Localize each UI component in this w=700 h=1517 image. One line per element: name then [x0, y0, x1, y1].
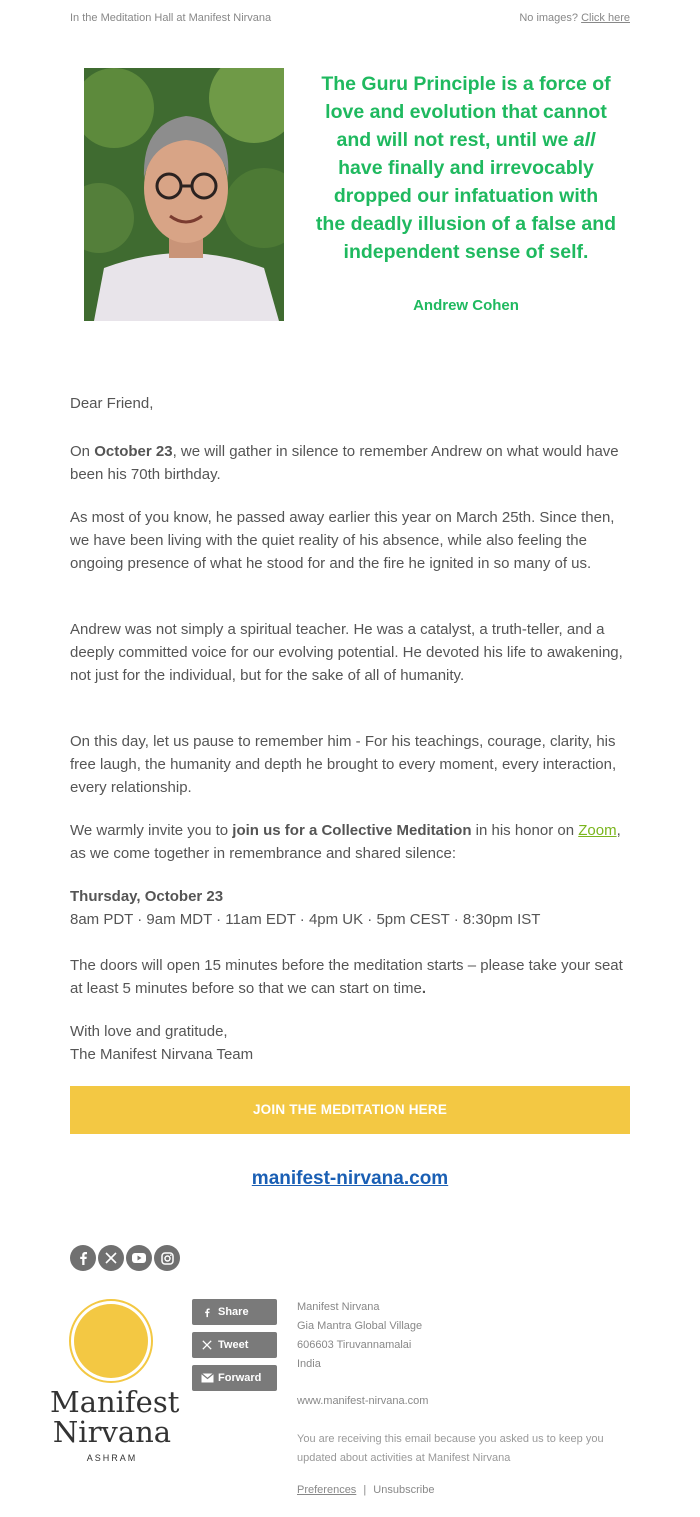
forward-button[interactable] — [192, 1365, 277, 1391]
facebook-icon[interactable] — [70, 1245, 96, 1271]
event-date: Thursday, October 23 — [70, 888, 224, 905]
quote-line: independent sense of self. — [343, 241, 589, 263]
quote-line: dropped our infatuation with — [333, 185, 599, 207]
no-images-label: No images? — [519, 12, 579, 24]
quote-text — [294, 70, 638, 266]
footer-addr2: 606603 Tiruvannamalai — [297, 1339, 412, 1351]
footer-links — [297, 1484, 434, 1496]
signature: The Manifest Nirvana Team — [70, 1046, 254, 1063]
x-twitter-icon[interactable] — [98, 1245, 124, 1271]
website-link[interactable]: manifest-nirvana.com — [251, 1168, 449, 1189]
share-button[interactable] — [192, 1299, 277, 1325]
social-icons — [70, 1245, 180, 1271]
quote-line: have finally and irrevocably — [338, 157, 594, 179]
closing: With love and gratitude, — [70, 1023, 228, 1040]
manifest-nirvana-logo — [50, 1297, 180, 1467]
paragraph-3: Andrew was not simply a spiritual teacher. He was a catalyst, a truth-teller, and a deeply committed voice for our evolving potential. He devoted his life to awakening, not just for the individual, but for the sake of all of humanity. — [70, 621, 623, 684]
portrait-photo — [84, 68, 284, 321]
footer-org: Manifest Nirvana — [297, 1301, 380, 1313]
paragraph-5: We warmly invite you to join us for a Collective Meditation in his honor on Zoom, as we come together in remembrance and shared silence: — [70, 822, 621, 862]
quote-author: Andrew Cohen — [413, 297, 519, 314]
preferences-link[interactable]: Preferences — [297, 1484, 357, 1496]
quote-line: and will not rest, until we all — [336, 129, 596, 151]
logo-line-3: ASHRAM — [86, 1453, 138, 1463]
footer-addr1: Gia Mantra Global Village — [297, 1320, 423, 1332]
no-images-notice — [519, 12, 630, 24]
envelope-icon — [196, 1373, 218, 1383]
footer-address — [297, 1298, 422, 1374]
unsubscribe-link[interactable]: Unsubscribe — [373, 1484, 435, 1496]
paragraph-4: On this day, let us pause to remember him - For his teachings, courage, clarity, his free laugh, the humanity and depth he brought to every moment, every interaction, every relationship. — [70, 733, 617, 796]
zoom-link[interactable]: Zoom — [578, 822, 617, 839]
join-meditation-button[interactable]: JOIN THE MEDITATION HERE — [70, 1086, 630, 1134]
forward-label: Forward — [218, 1372, 262, 1384]
x-twitter-icon — [196, 1340, 218, 1350]
footer-website[interactable]: www.manifest-nirvana.com — [297, 1395, 429, 1407]
tweet-label: Tweet — [218, 1339, 249, 1351]
quote-line: love and evolution that cannot — [325, 101, 607, 123]
quote-line: The Guru Principle is a force of — [321, 73, 611, 95]
footer-notice: You are receiving this email because you asked us to keep you updated about activities at Manifest Nirvana — [297, 1433, 604, 1464]
paragraph-6: The doors will open 15 minutes before the meditation starts – please take your seat at least 5 minutes before so that we can start on time. — [70, 957, 623, 997]
link-separator: | — [363, 1484, 367, 1496]
paragraph-2: As most of you know, he passed away earlier this year on March 25th. Since then, we have been living with the quiet reality of his absence, while also feeling the ongoing presence of what he stood for and the fire he ignited in so many of us. — [70, 509, 615, 572]
click-here-link[interactable]: Click here — [581, 12, 630, 24]
preheader-text: In the Meditation Hall at Manifest Nirvana — [70, 12, 272, 24]
event-times: 8am PDT · 9am MDT · 11am EDT · 4pm UK · 5pm CEST · 8:30pm IST — [70, 911, 541, 928]
paragraph-1: On October 23, we will gather in silence to remember Andrew on what would have been his 70th birthday. — [70, 443, 619, 483]
tweet-button[interactable] — [192, 1332, 277, 1358]
greeting: Dear Friend, — [70, 395, 154, 412]
facebook-icon — [196, 1306, 218, 1319]
logo-line-1: Manifest — [50, 1385, 180, 1419]
share-label: Share — [218, 1306, 249, 1318]
logo-line-2: Nirvana — [52, 1415, 172, 1449]
youtube-icon[interactable] — [126, 1245, 152, 1271]
quote-line: the deadly illusion of a false and — [315, 213, 617, 235]
instagram-icon[interactable] — [154, 1245, 180, 1271]
footer-country: India — [297, 1358, 321, 1370]
